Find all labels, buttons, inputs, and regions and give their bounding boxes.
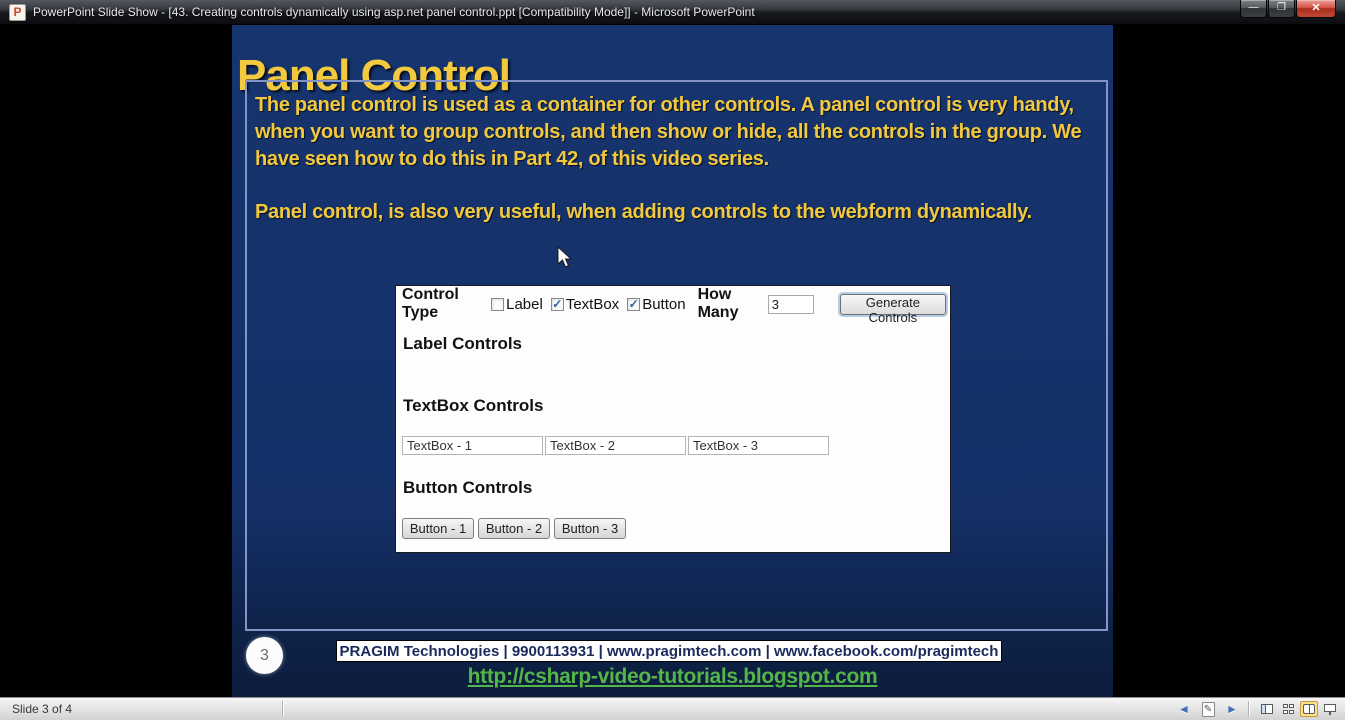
generate-controls-button[interactable]: Generate Controls (840, 294, 946, 315)
generated-button-2[interactable]: Button - 2 (478, 518, 550, 539)
minimize-button[interactable]: — (1240, 0, 1267, 18)
textbox-controls-heading: TextBox Controls (403, 396, 544, 415)
label-checkbox[interactable] (491, 298, 504, 311)
statusbar-divider (282, 701, 283, 717)
powerpoint-app-icon: P (9, 4, 26, 21)
webform-toolbar-row (402, 286, 946, 325)
slide-paragraph: Panel control, is also very useful, when adding controls to the webform dynamically. (255, 201, 1032, 223)
button-checkbox-text: Button (642, 295, 686, 313)
slide-indicator: Slide 3 of 4 (12, 702, 73, 716)
textbox-checkbox-item[interactable] (551, 296, 619, 313)
footer-company-info: PRAGIM Technologies | 9900113931 | www.pragimtech.com | www.facebook.com/pragimtech (336, 640, 1002, 662)
restore-button[interactable]: ❐ (1268, 0, 1295, 18)
slide-sorter-view-icon[interactable] (1279, 701, 1297, 717)
generated-button-1[interactable]: Button - 1 (402, 518, 474, 539)
textbox-input-2[interactable] (545, 436, 686, 455)
slide-paragraph: The panel control is used as a container for other controls. A panel control is very handy, when you want to group controls, and then show or hide, all the controls in the group. We have seen how to do this in Part 42, of this video series. (255, 94, 1082, 170)
next-slide-icon[interactable]: ► (1226, 702, 1238, 716)
window-title: PowerPoint Slide Show - [43. Creating controls dynamically using asp.net panel control.ppt [Compatibility Mode]] - Microsoft PowerPoint (33, 5, 755, 19)
button-controls-heading: Button Controls (403, 478, 533, 497)
webform-panel (395, 285, 951, 553)
button-checkbox-item[interactable] (627, 296, 685, 313)
button-checkbox[interactable] (627, 298, 640, 311)
label-checkbox-item[interactable] (491, 296, 543, 313)
how-many-label: How Many (697, 286, 739, 321)
reading-view-icon[interactable] (1300, 701, 1318, 717)
textbox-row (402, 436, 831, 455)
slide-number-badge: 3 (246, 637, 283, 674)
textbox-checkbox[interactable] (551, 298, 564, 311)
label-controls-heading: Label Controls (403, 334, 523, 353)
previous-slide-icon[interactable]: ◄ (1178, 702, 1190, 716)
label-checkbox-text: Label (506, 295, 543, 313)
title-bar (0, 0, 1345, 25)
mouse-cursor-icon (557, 246, 573, 270)
annotate-pen-icon[interactable] (1198, 700, 1218, 718)
statusbar-right-controls (1170, 698, 1339, 720)
generated-button-3[interactable]: Button - 3 (554, 518, 626, 539)
slide-title: Panel Control (237, 51, 511, 100)
textbox-checkbox-text: TextBox (565, 295, 620, 313)
textbox-input-3[interactable] (688, 436, 829, 455)
status-bar (0, 697, 1345, 720)
control-type-label: Control Type (402, 286, 459, 321)
how-many-input[interactable] (768, 295, 814, 314)
close-button[interactable]: ✕ (1296, 0, 1336, 18)
slide[interactable] (232, 25, 1113, 697)
slideshow-stage[interactable] (0, 25, 1345, 697)
pen-page-glyph: ✎ (1202, 702, 1215, 717)
textbox-input-1[interactable] (402, 436, 543, 455)
button-row (402, 518, 630, 539)
window-controls (1239, 0, 1336, 18)
footer-blog-link[interactable]: http://csharp-video-tutorials.blogspot.com (467, 665, 878, 688)
statusbar-divider (1248, 701, 1249, 717)
normal-view-icon[interactable] (1258, 701, 1276, 717)
slide-show-view-icon[interactable] (1321, 701, 1339, 717)
